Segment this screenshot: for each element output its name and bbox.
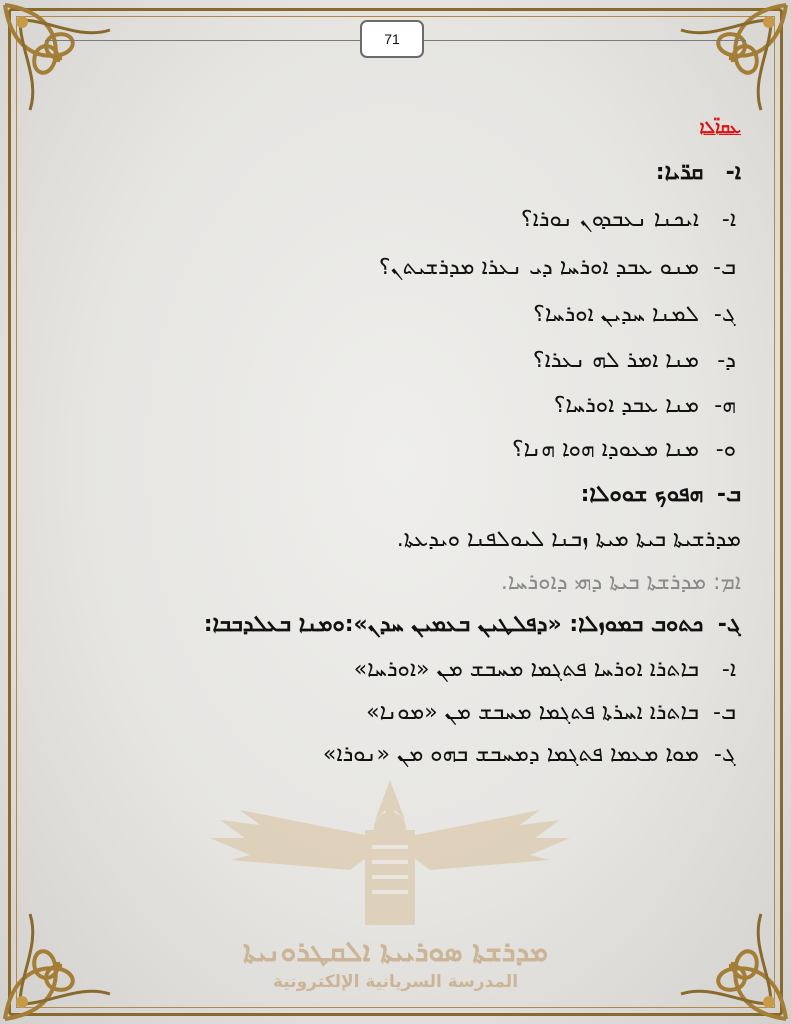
school-name-arabic: المدرسة السريانية الإلكترونية [272,972,519,992]
question-line [379,255,736,280]
line-label: ܓ- [713,742,736,767]
question-line [533,302,736,327]
item-line [366,700,736,725]
question-line [554,393,736,418]
line-text: ܩܪ̈ܝܐ: [655,160,704,185]
line-text: ܒܐܬܪܐ ܐܘܪܚܐ ܦܬܓܡܐ ܡܚܒܫ ܡܢ «ܐܘܪܚܐ» [353,657,699,682]
line-text: ܡܘܐ ܡܥܡܐ ܦܬܓܡܐ ܕܡܚܒܫ ܒܗܘ ܡܢ «ܢܘܪܐ» [322,742,699,767]
section-heading [581,482,741,507]
line-text: ܡܕܪܫܬܐ ܒܝܬܐ ܕܗܝ ܕܐܘܪܚܐ. [500,570,707,595]
line-text: ܒܐܬܪܐ ܐܚܪܬܐ ܦܬܓܡܐ ܡܚܒܫ ܡܢ «ܡܘܢܐ» [366,700,699,725]
line-label: ܐ- [721,207,736,232]
item-line [354,657,736,682]
line-label: ܐܡ: [713,570,741,595]
line-text: ܡܢܐ ܐܡܪ ܠܗ ܢܥܪܐ؟ [532,348,699,373]
line-text: ܗܦܘܟ ܫܘܘܠܐ: [580,482,704,507]
line-label: ܕ- [717,348,736,373]
line-text: ܡܕܪܫܝܬܐ ܒܝܬܐ ܡܝܬܐ ܙܒܢܐ ܠܝܘܠܦܢܐ ܘܝܕܥܬܐ. [396,527,741,552]
section-heading [204,612,741,637]
line-label: ܐ- [721,657,736,682]
corner-ornament-icon [0,0,140,140]
question-line [533,348,736,373]
line-label: ܒ- [716,482,741,507]
line-text: ܠܡܢܐ ܚܕܝܢ ܐܘܪܚܐ؟ [533,302,699,327]
line-text: ܡܢܐ ܡܥܘܕܐ ܗܘܐ ܗܢܐ؟ [511,437,699,462]
sentence-line [397,527,741,552]
line-text: ܡܢܘ ܥܒܕ ܐܘܪܚܐ ܕܝ ܢܥܪܐ ܡܕܪܫܝܬܢ؟ [378,255,699,280]
line-label: ܗ- [714,393,736,418]
line-text: ܡܢܐ ܥܒܕ ܐܘܪܚܐ؟ [553,393,699,418]
question-line [512,437,736,462]
line-text: ܐܝܟܢܐ ܢܥܒܕܘܢ ܢܘܪܐ؟ [520,207,699,232]
line-label: ܓ- [713,302,736,327]
school-name-syriac: ܡܕܪܫܬܐ ܣܘܪܝܝܬܐ ܐܠܩܛܪܘܢܝܬܐ [243,935,548,968]
page-number: 71 [360,20,424,58]
line-label: ܐ- [725,160,741,185]
line-label: ܘ- [715,437,736,462]
line-label: ܒ- [713,255,736,280]
question-line [656,160,741,185]
exercise-title: ܥܩܐ̈ܠܐ [699,118,741,138]
question-line [521,207,736,232]
winged-emblem-icon [200,770,580,940]
item-line [323,742,736,767]
example-line [501,570,741,595]
line-label: ܒ- [713,700,736,725]
line-text: ܟܬܘܒ ܒܡܘܙܠܐ: «ܕܦܠܛܝܢ ܒܥܡܝܢ ܚܕܢ»:ܘܡܢܐ ܒܥܠܕܒܒܐ: [203,612,704,637]
line-label: ܓ- [717,612,741,637]
